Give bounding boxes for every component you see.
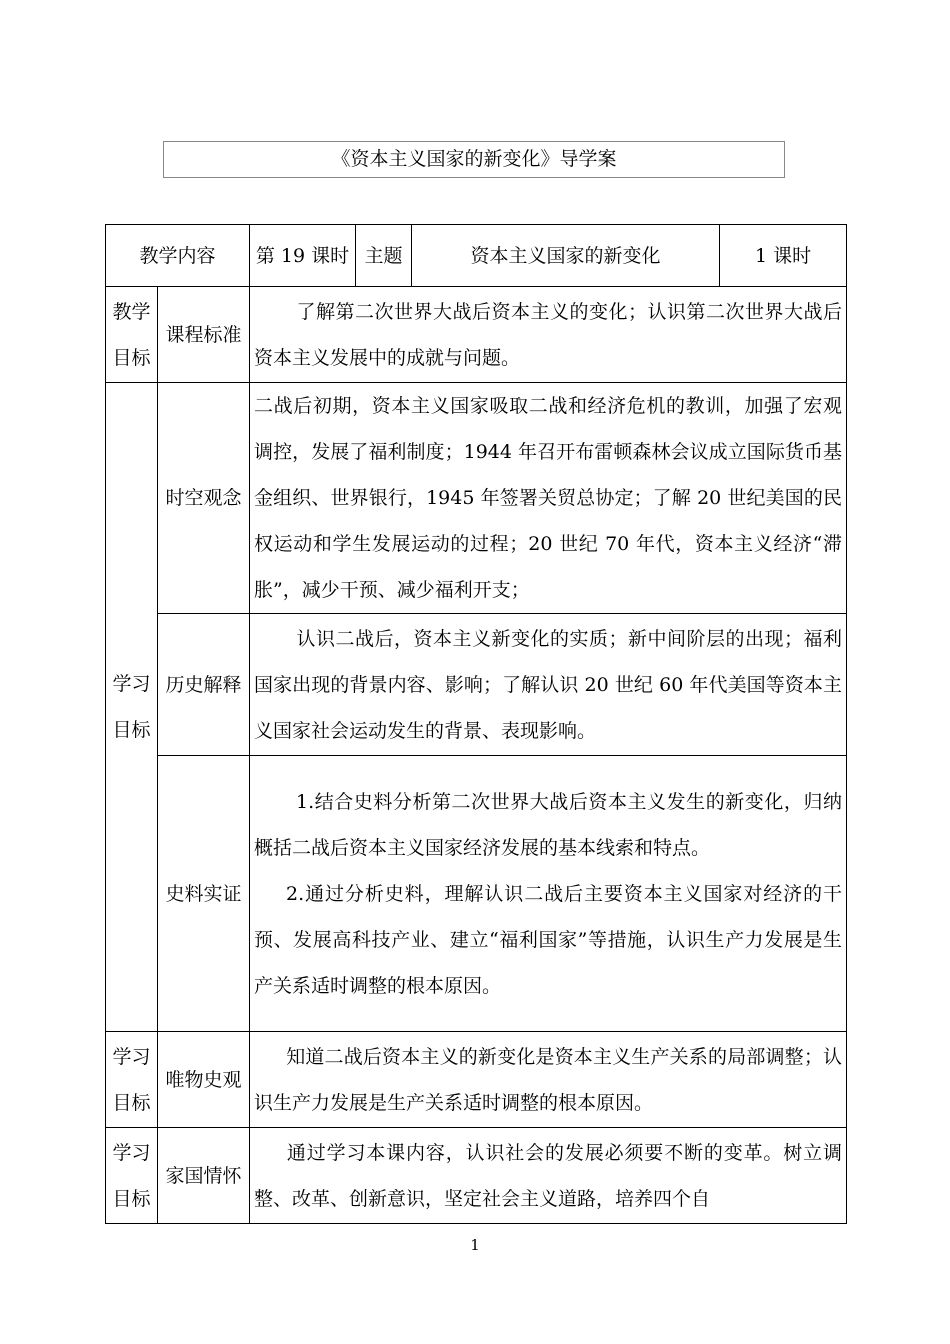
spacetime-row — [106, 383, 847, 614]
evidence-label: 史料实证 — [158, 756, 250, 1032]
spacetime-label: 时空观念 — [158, 383, 250, 614]
evidence-paragraph-1: 1.结合史料分析第二次世界大战后资本主义发生的新变化，归纳概括二战后资本主义国家经济发展的基本线索和特点。 — [254, 790, 843, 859]
evidence-paragraph-2: 2.通过分析史料，理解认识二战后主要资本主义国家对经济的干预、发展高科技产业、建立“福利国家”等措施，认识生产力发展是生产关系适时调整的根本原因。 — [254, 882, 843, 997]
teaching-content-label: 教学内容 — [106, 225, 250, 287]
spacetime-text: 二战后初期，资本主义国家吸取二战和经济危机的教训，加强了宏观调控，发展了福利制度；1944 年召开布雷顿森林会议成立国际货币基金组织、世界银行，1945 年签署关贸总协定；了解 20 世纪美国的民权运动和学生发展运动的过程；20 世纪 70 年代，资本主义经济“滞胀”，减少干预、减少福利开支； — [250, 383, 847, 614]
course-standard-text: 了解第二次世界大战后资本主义的变化；认识第二次世界大战后资本主义发展中的成就与问题。 — [250, 287, 847, 383]
lesson-plan-table — [105, 224, 847, 1224]
standard-row — [106, 287, 847, 383]
materialism-label: 唯物史观 — [158, 1032, 250, 1128]
teaching-goal-label: 教学目标 — [106, 287, 158, 383]
theme-label: 主题 — [356, 225, 412, 287]
interpretation-row — [106, 614, 847, 756]
patriotism-row — [106, 1128, 847, 1224]
header-row — [106, 225, 847, 287]
materialism-text: 知道二战后资本主义的新变化是资本主义生产关系的局部调整；认识生产力发展是生产关系适时调整的根本原因。 — [250, 1032, 847, 1128]
interpretation-label: 历史解释 — [158, 614, 250, 756]
materialism-row — [106, 1032, 847, 1128]
interpretation-text: 认识二战后，资本主义新变化的实质；新中间阶层的出现；福利国家出现的背景内容、影响；了解认识 20 世纪 60 年代美国等资本主义国家社会运动发生的背景、表现影响。 — [250, 614, 847, 756]
evidence-row — [106, 756, 847, 1032]
learning-goal-label: 学习目标 — [106, 383, 158, 1032]
patriotism-group-label: 学习目标 — [106, 1128, 158, 1224]
lesson-number: 第 19 课时 — [250, 225, 356, 287]
course-standard-label: 课程标准 — [158, 287, 250, 383]
materialism-group-label: 学习目标 — [106, 1032, 158, 1128]
page-number: 1 — [470, 1236, 480, 1254]
theme-value: 资本主义国家的新变化 — [412, 225, 720, 287]
document-title: 《资本主义国家的新变化》导学案 — [163, 141, 785, 178]
evidence-text — [250, 756, 847, 1032]
patriotism-text: 通过学习本课内容，认识社会的发展必须要不断的变革。树立调整、改革、创新意识，坚定社会主义道路，培养四个自 — [250, 1128, 847, 1224]
class-hours: 1 课时 — [720, 225, 847, 287]
patriotism-label: 家国情怀 — [158, 1128, 250, 1224]
